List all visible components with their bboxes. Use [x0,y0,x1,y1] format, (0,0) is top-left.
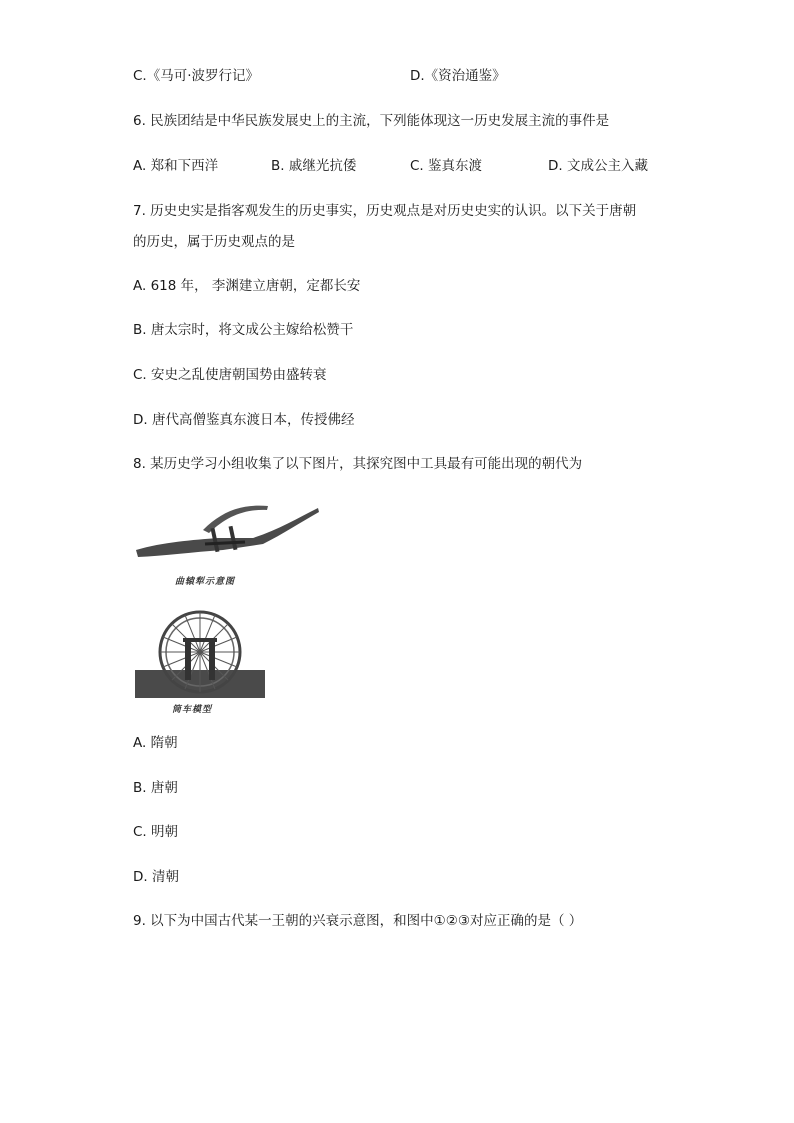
q9-stem: 9. 以下为中国古代某一王朝的兴衰示意图，和图中①②③对应正确的是（ ） [133,913,583,929]
q8-option-b: B. 唐朝 [133,780,178,796]
curved-plough-illustration [133,500,323,560]
q7-option-d: D. 唐代高僧鉴真东渡日本，传授佛经 [133,412,355,428]
q7-stem-line2: 的历史，属于历史观点的是 [133,234,295,250]
q8-stem: 8. 某历史学习小组收集了以下图片，其探究图中工具最有可能出现的朝代为 [133,456,583,472]
q6-option-a: A. 郑和下西洋 [133,158,219,174]
q7-option-b: B. 唐太宗时，将文成公主嫁给松赞干 [133,322,354,338]
q8-option-a: A. 隋朝 [133,735,178,751]
q6-stem: 6. 民族团结是中华民族发展史上的主流，下列能体现这一历史发展主流的事件是 [133,113,610,129]
q6-option-d: D. 文成公主入藏 [548,158,648,174]
q7-option-c: C. 安史之乱使唐朝国势由盛转衰 [133,367,327,383]
q6-option-b: B. 戚继光抗倭 [271,158,357,174]
curved-plough-figure [133,500,323,560]
q5-option-c: C.《马可·波罗行记》 [133,68,260,84]
curved-plough-caption: 曲辕犁示意图 [175,577,236,587]
q6-option-c: C. 鉴真东渡 [410,158,483,174]
waterwheel-illustration [133,610,268,700]
q5-option-d: D.《资治通鉴》 [410,68,506,84]
q8-option-d: D. 清朝 [133,869,179,885]
q7-option-a: A. 618 年， 李渊建立唐朝，定都长安 [133,278,361,294]
q8-option-c: C. 明朝 [133,824,179,840]
q7-stem-line1: 7. 历史史实是指客观发生的历史事实，历史观点是对历史史实的认识。以下关于唐朝 [133,203,637,219]
waterwheel-figure [133,610,268,700]
waterwheel-caption: 筒车模型 [172,705,213,715]
